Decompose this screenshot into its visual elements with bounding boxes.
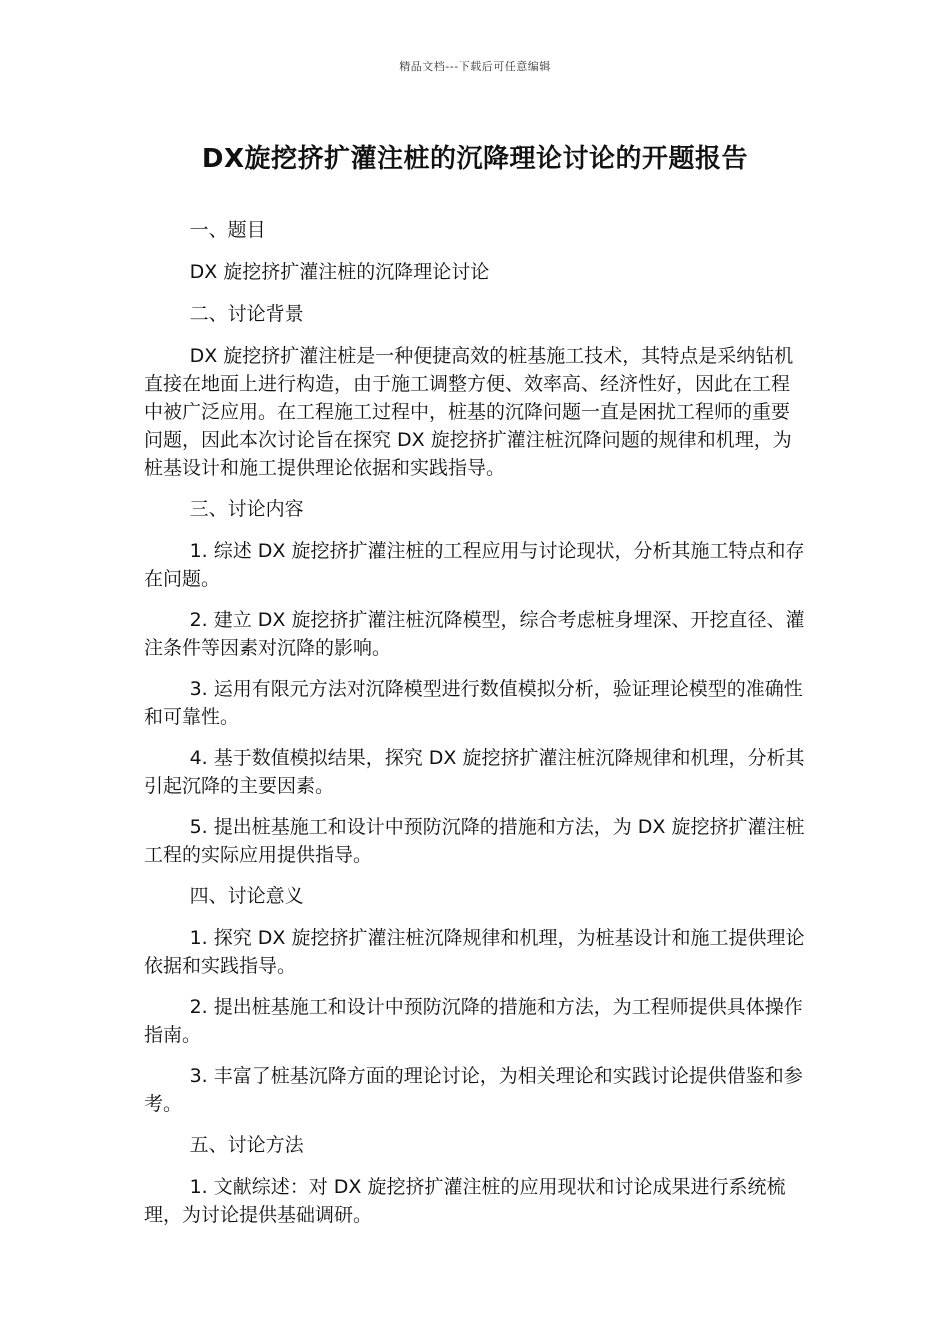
document-body — [144, 216, 808, 1242]
content-item-4: 4. 基于数值模拟结果，探究 DX 旋挖挤扩灌注桩沉降规律和机理，分析其引起沉降的主要因素。 — [144, 747, 805, 797]
section-heading-topic: 一、题目 — [189, 219, 266, 241]
section-heading-content: 三、讨论内容 — [189, 498, 304, 520]
section-heading-background: 二、讨论背景 — [189, 303, 304, 325]
section-heading-method: 五、讨论方法 — [189, 1134, 304, 1156]
topic-text: DX 旋挖挤扩灌注桩的沉降理论讨论 — [189, 261, 490, 283]
content-item-2: 2. 建立 DX 旋挖挤扩灌注桩沉降模型，综合考虑桩身埋深、开挖直径、灌注条件等因素对沉降的影响。 — [144, 609, 805, 659]
significance-item-2: 2. 提出桩基施工和设计中预防沉降的措施和方法，为工程师提供具体操作指南。 — [144, 996, 803, 1046]
document-title: DX旋挖挤扩灌注桩的沉降理论讨论的开题报告 — [201, 144, 749, 174]
significance-item-1: 1. 探究 DX 旋挖挤扩灌注桩沉降规律和机理，为桩基设计和施工提供理论依据和实践指导。 — [144, 927, 805, 977]
content-item-3: 3. 运用有限元方法对沉降模型进行数值模拟分析，验证理论模型的准确性和可靠性。 — [144, 678, 803, 728]
background-paragraph: DX 旋挖挤扩灌注桩是一种便捷高效的桩基施工技术，其特点是采纳钻机直接在地面上进行构造，由于施工调整方便、效率高、经济性好，因此在工程中被广泛应用。在工程施工过程中，桩基的沉降问题一直是困扰工程师的重要问题，因此本次讨论旨在探究 DX 旋挖挤扩灌注桩沉降问题的规律和机理，为桩基设计和施工提供理论依据和实践指导。 — [144, 345, 794, 479]
content-item-1: 1. 综述 DX 旋挖挤扩灌注桩的工程应用与讨论现状，分析其施工特点和存在问题。 — [144, 540, 805, 590]
page-header-note: 精品文档---下载后可任意编辑 — [399, 60, 551, 73]
method-item-1: 1. 文献综述：对 DX 旋挖挤扩灌注桩的应用现状和讨论成果进行系统梳理，为讨论提供基础调研。 — [144, 1176, 786, 1226]
content-item-5: 5. 提出桩基施工和设计中预防沉降的措施和方法，为 DX 旋挖挤扩灌注桩工程的实际应用提供指导。 — [144, 816, 805, 866]
section-heading-significance: 四、讨论意义 — [189, 885, 304, 907]
significance-item-3: 3. 丰富了桩基沉降方面的理论讨论，为相关理论和实践讨论提供借鉴和参考。 — [144, 1065, 803, 1115]
